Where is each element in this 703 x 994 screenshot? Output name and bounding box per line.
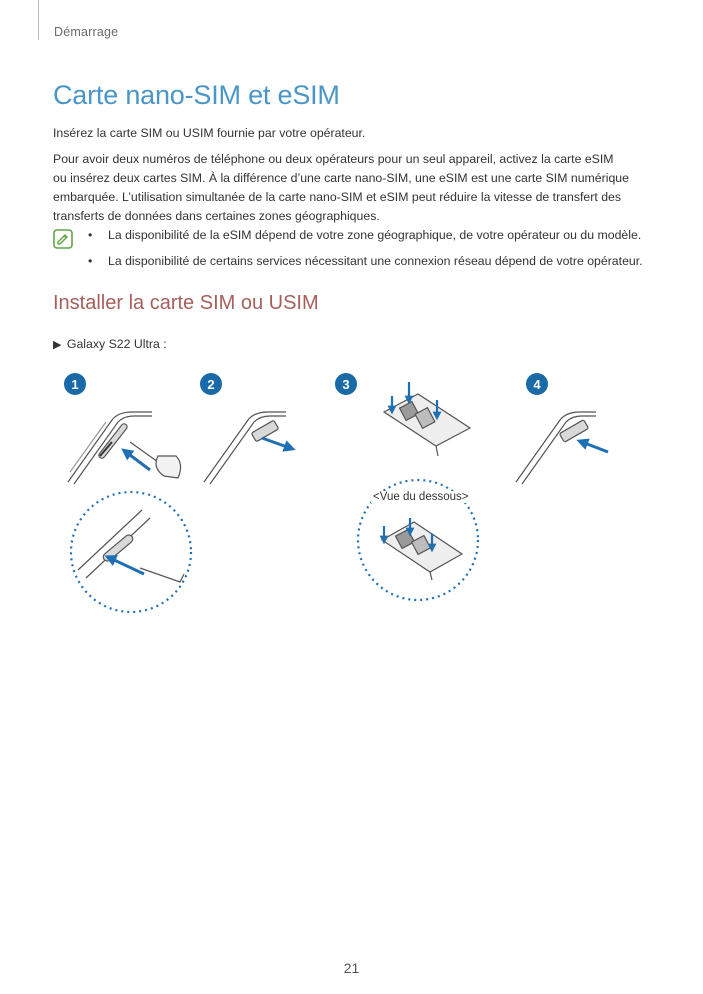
step-number: 4 bbox=[533, 377, 541, 392]
step-badge-3 bbox=[335, 373, 357, 395]
step-badge-4 bbox=[526, 373, 548, 395]
paragraph-line-2: ou insérez deux cartes SIM. À la différence d’une carte nano-SIM, une eSIM est une carte SIM numérique bbox=[53, 171, 629, 185]
note-bullet: • La disponibilité de certains services nécessitant une connexion réseau dépend de votre opérateur. bbox=[88, 252, 643, 278]
play-arrow-icon: ▶ bbox=[53, 339, 62, 351]
step-badge-1 bbox=[64, 373, 86, 395]
underside-caption: <Vue du dessous> bbox=[373, 491, 469, 503]
paragraph-line-4: transferts de données dans certaines zones géographiques. bbox=[53, 209, 380, 223]
zoom-phone-detail bbox=[78, 510, 184, 582]
paragraph-line-1: Pour avoir deux numéros de téléphone ou deux opérateurs pour un seul appareil, activez la carte eSIM bbox=[53, 152, 614, 166]
step-number: 3 bbox=[342, 377, 350, 392]
sim-tray-illustration bbox=[384, 394, 470, 456]
page-number: 21 bbox=[343, 960, 360, 976]
model-name: Galaxy S22 Ultra : bbox=[66, 337, 167, 351]
note-bullet: • La disponibilité de la eSIM dépend de votre zone géographique, de votre opérateur ou du modèle. bbox=[88, 226, 643, 252]
insert-arrow-icon bbox=[126, 452, 150, 470]
step-number: 1 bbox=[71, 377, 79, 392]
phone-illustration-4 bbox=[516, 412, 596, 484]
note-bullet-list bbox=[88, 226, 643, 278]
note-icon bbox=[53, 229, 73, 249]
section-subtitle: Installer la carte SIM ou USIM bbox=[53, 292, 319, 314]
phone-illustration-2 bbox=[204, 412, 286, 484]
zoom-circle bbox=[71, 492, 191, 612]
header-rule bbox=[38, 0, 39, 40]
step-badge-2 bbox=[200, 373, 222, 395]
model-label bbox=[53, 337, 167, 351]
sim-installation-illustration bbox=[0, 360, 703, 620]
pull-arrow-icon bbox=[262, 438, 290, 448]
push-arrow-icon bbox=[582, 442, 608, 452]
step-number: 2 bbox=[207, 377, 215, 392]
paragraph-line-3: embarquée. L’utilisation simultanée de la carte nano-SIM et eSIM peut réduire la vitesse de transfert des bbox=[53, 190, 622, 204]
page-title: Carte nano-SIM et eSIM bbox=[53, 80, 340, 110]
zoom-insert-arrow-icon bbox=[110, 558, 144, 574]
section-header: Démarrage bbox=[54, 25, 119, 39]
intro-text: Insérez la carte SIM ou USIM fournie par votre opérateur. bbox=[53, 126, 366, 140]
tray-underside-detail bbox=[382, 522, 462, 580]
